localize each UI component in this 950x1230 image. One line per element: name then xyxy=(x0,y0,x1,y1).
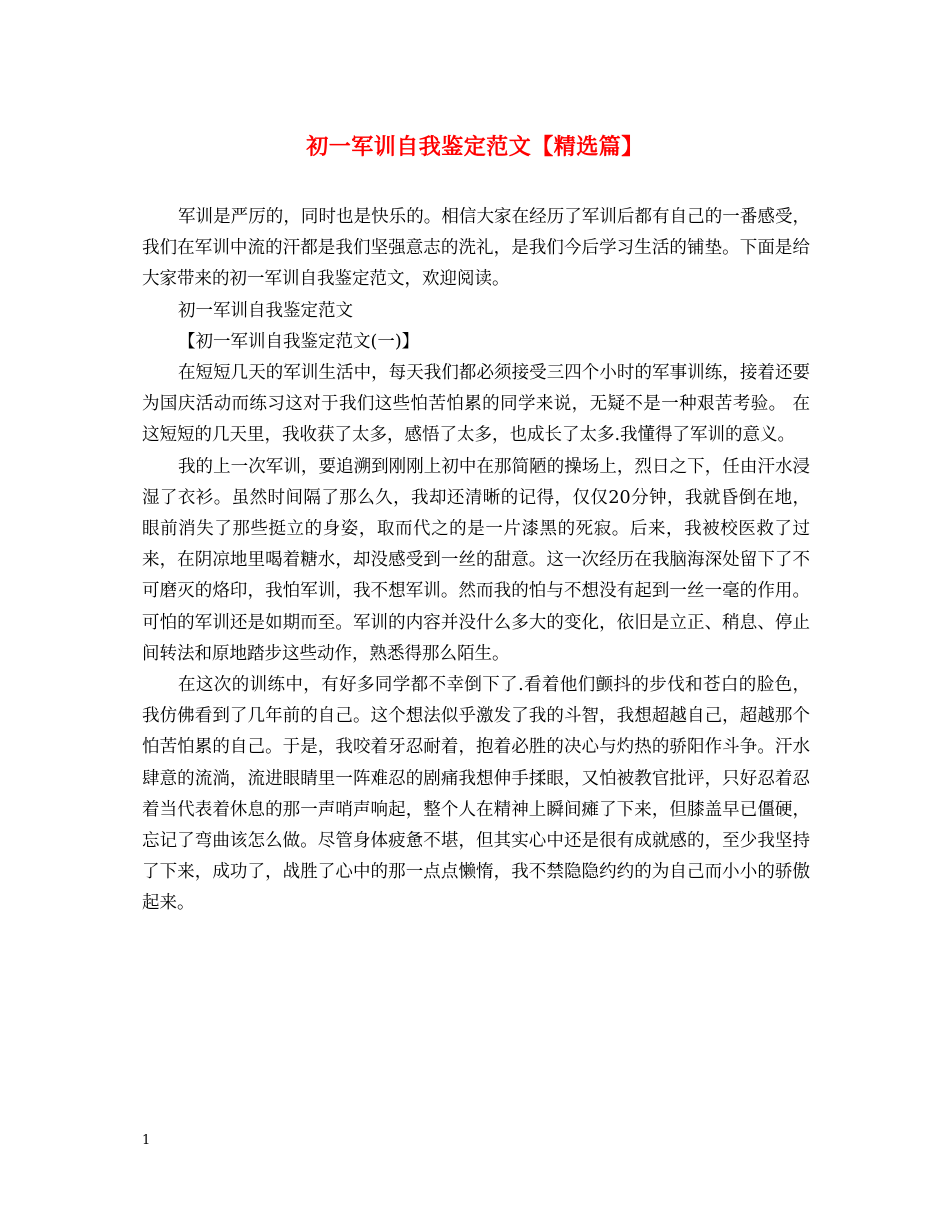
page-number: 1 xyxy=(142,1133,151,1148)
body-paragraph: 我的上一次军训，要追溯到刚刚上初中在那简陋的操场上，烈日之下，任由汗水浸湿了衣衫。虽然时间隔了那么久，我却还清晰的记得，仅仅20分钟，我就昏倒在地，眼前消失了那些挺立的身姿，取而代之的是一片漆黑的死寂。后来，我被校医救了过来，在阴凉地里喝着糖水，却没感受到一丝的甜意。这一次经历在我脑海深处留下了不可磨灭的烙印，我怕军训，我不想军训。然而我的怕与不想没有起到一丝一毫的作用。可怕的军训还是如期而至。军训的内容并没什么多大的变化，依旧是立正、稍息、停止间转法和原地踏步这些动作，熟悉得那么陌生。 xyxy=(142,456,810,664)
document-body xyxy=(142,202,810,920)
subsection-heading: 【初一军训自我鉴定范文(一)】 xyxy=(178,331,420,352)
section-heading: 初一军训自我鉴定范文 xyxy=(178,300,353,321)
body-paragraph: 在短短几天的军训生活中，每天我们都必须接受三四个小时的军事训练，接着还要为国庆活动而练习这对于我们这些怕苦怕累的同学来说，无疑不是一种艰苦考验。 在这短短的几天里，我收获了太多，感悟了太多，也成长了太多.我懂得了军训的意义。 xyxy=(142,363,810,446)
body-paragraph: 在这次的训练中，有好多同学都不幸倒下了.看着他们颤抖的步伐和苍白的脸色，我仿佛看到了几年前的自己。这个想法似乎激发了我的斗智，我想超越自己，超越那个怕苦怕累的自己。于是，我咬着牙忍耐着，抱着必胜的决心与灼热的骄阳作斗争。汗水肆意的流淌，流进眼睛里一阵难忍的剧痛我想伸手揉眼，又怕被教官批评，只好忍着忍着当代表着休息的那一声哨声响起，整个人在精神上瞬间瘫了下来，但膝盖早已僵硬，忘记了弯曲该怎么做。尽管身体疲惫不堪，但其实心中还是很有成就感的，至少我坚持了下来，成功了，战胜了心中的那一点点懒惰，我不禁隐隐约约的为自己而小小的骄傲起来。 xyxy=(142,675,810,914)
document-title: 初一军训自我鉴定范文【精选篇】 xyxy=(306,134,644,160)
intro-paragraph: 军训是严厉的，同时也是快乐的。相信大家在经历了军训后都有自己的一番感受，我们在军训中流的汗都是我们坚强意志的洗礼，是我们今后学习生活的铺垫。下面是给大家带来的初一军训自我鉴定范文，欢迎阅读。 xyxy=(142,207,810,290)
